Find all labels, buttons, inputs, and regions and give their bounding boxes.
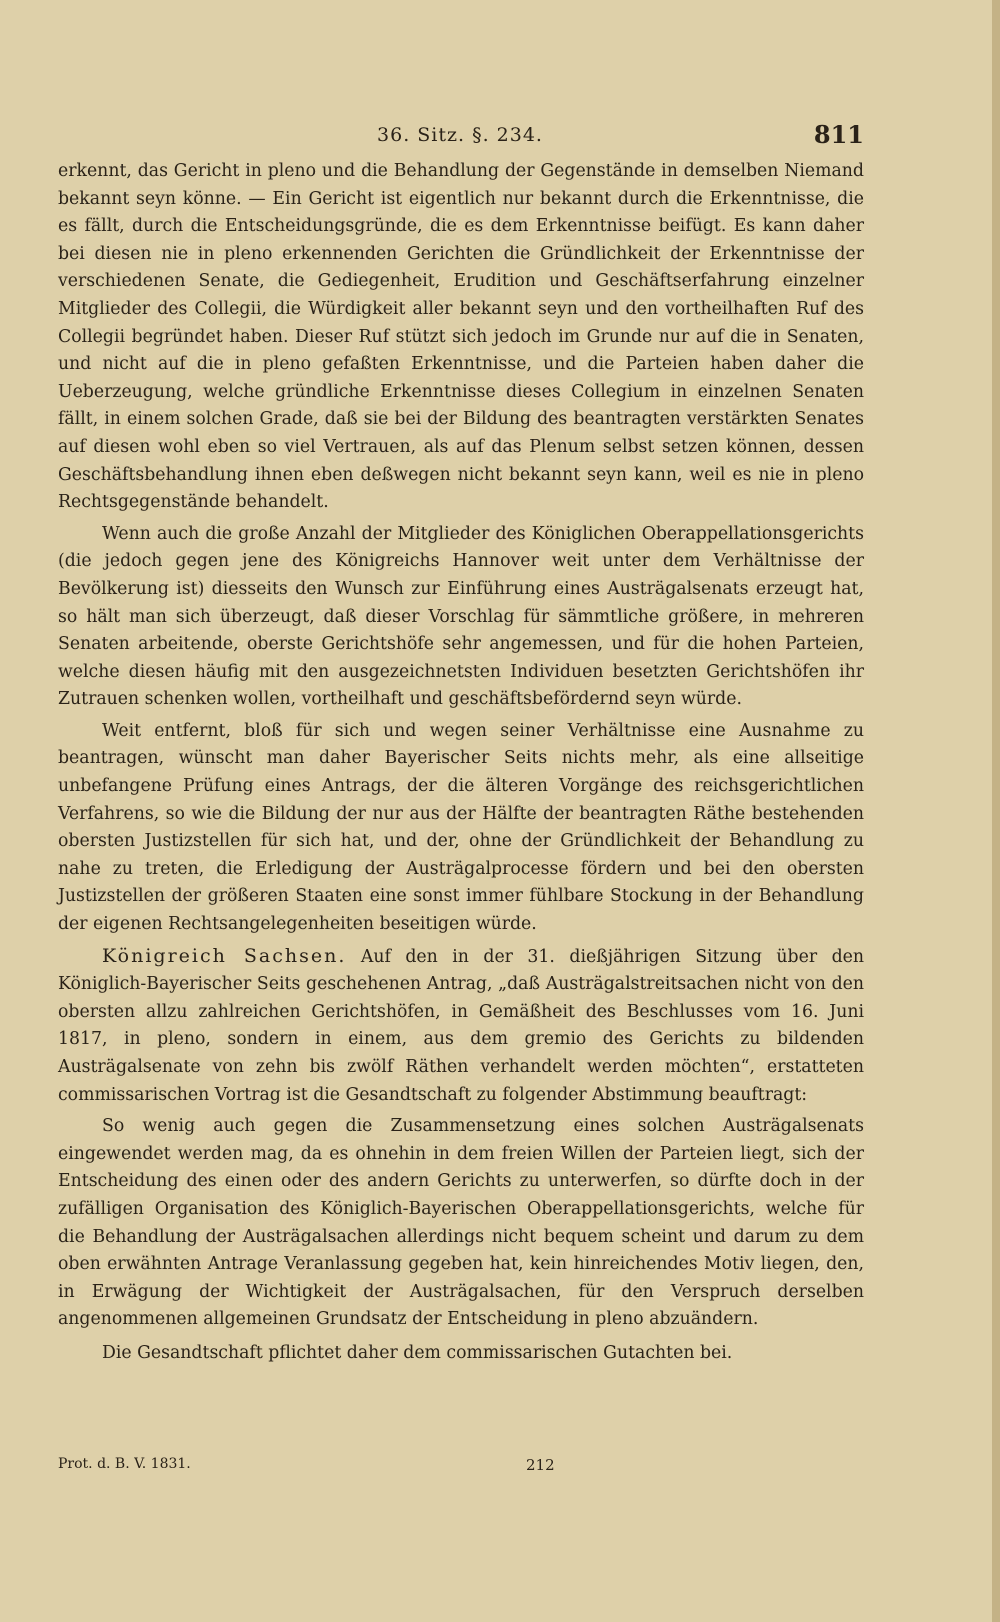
page-number: 811 (813, 120, 864, 149)
sheet-number: 212 (526, 1456, 555, 1474)
printer-signature: Prot. d. B. V. 1831. (58, 1456, 191, 1472)
paragraph-saxony-opinion: So wenig auch gegen die Zusammensetzung eines solchen Austrägalsenats eingewendet werden mag, da es ohnehin in dem freien Willen der Parteien liegt, sich der Entscheidung des einen oder des andern Gerichts zu unterwerfen, so dürfte doch in der zufälligen Organisation des Königlich-Bayerischen Oberappellationsgerichts, welche für die Behandlung der Austrägalsachen allerdings nicht bequem scheint und darum zu dem oben erwähnten Antrage Veranlassung gegeben hat, kein hinreichendes Motiv liegen, den, in Erwägung der Wichtigkeit der Austrägalsachen, für den Verspruch derselben angenommenen allgemeinen Grundsatz der Entscheidung in pleno abzuändern. (58, 1116, 864, 1330)
page-header (56, 118, 864, 154)
page-body (58, 158, 864, 1368)
paragraph-hannover-comparison: Wenn auch die große Anzahl der Mitglieder des Königlichen Oberappellationsgerichts (die jedoch gegen jene des Königreichs Hannover weit unter dem Verhältnisse der Bevölkerung ist) diesseits den Wunsch zur Einführung eines Austrägalsenats erzeugt hat, so hält man sich überzeugt, daß dieser Vorschlag für sämmtliche größere, in mehreren Senaten arbeitende, oberste Gerichtshöfe sehr angemessen, und für die hohen Parteien, welche diesen häufig mit den ausgezeichnetsten Individuen besetzten Gerichtshöfen ihr Zutrauen schenken wollen, vortheilhaft und geschäftsbefördernd seyn würde. (58, 523, 864, 710)
page-footer (58, 1456, 864, 1480)
running-head: 36. Sitz. §. 234. (377, 124, 543, 146)
page-edge (992, 0, 1000, 1622)
paragraph-bavarian-request: Weit entfernt, bloß für sich und wegen seiner Verhältnisse eine Ausnahme zu beantragen, wünscht man daher Bayerischer Seits nichts mehr, als eine allseitige unbefangene Prüfung eines Antrags, der die älteren Vorgänge des reichsgerichtlichen Verfahrens, so wie die Bildung der nur aus der Hälfte der beantragten Räthe bestehenden obersten Justizstellen für sich hat, und der, ohne der Gründlichkeit der Behandlung zu nahe zu treten, die Erledigung der Austrägalprocesse fördern und bei den obersten Justizstellen der größeren Staaten eine sonst immer fühlbare Stockung in der Behandlung der eigenen Rechtsangelegenheiten beseitigen würde. (58, 720, 864, 935)
paragraph-saxony-vote (58, 943, 864, 1110)
paragraph-continuation: erkennt, das Gericht in pleno und die Behandlung der Gegenstände in demselben Niemand bekannt seyn könne. — Ein Gericht ist eigentlich nur bekannt durch die Erkenntnisse, die es fällt, durch die Entscheidungsgründe, die es dem Erkenntnisse beifügt. Es kann daher bei diesen nie in pleno erkennenden Gerichten die Gründlichkeit der Erkenntnisse der verschiedenen Senate, die Gediegenheit, Erudition und Geschäftserfahrung einzelner Mitglieder des Collegii, die Würdigkeit aller bekannt seyn und den vortheilhaften Ruf des Collegii begründet haben. Dieser Ruf stützt sich jedoch im Grunde nur auf die in Senaten, und nicht auf die in pleno gefaßten Erkenntnisse, und die Parteien haben daher die Ueberzeugung, welche gründliche Erkenntnisse dieses Collegium in einzelnen Senaten fällt, in einem solchen Grade, daß sie bei der Bildung des beantragten verstärkten Senates auf diesen wohl eben so viel Vertrauen, als auf das Plenum selbst setzen können, dessen Geschäftsbehandlung ihnen eben deßwegen nicht bekannt seyn kann, weil es nie in pleno Rechtsgegenstände behandelt. (58, 161, 864, 513)
section-heading-saxony: Königreich Sachsen. (102, 944, 347, 967)
paragraph-saxony-text: Auf den in der 31. dießjährigen Sitzung über den Königlich-Bayerischer Seits geschehenen Antrag, „daß Austrägalstreitsachen nicht von den obersten allzu zahlreichen Gerichtshöfen, in Gemäßheit des Beschlusses vom 16. Juni 1817, in pleno, sondern in einem, aus dem gremio des Gerichts zu bildenden Austrägalsenate von zehn bis zwölf Räthen verhandelt werden möchten“, erstatteten commissarischen Vortrag ist die Gesandtschaft zu folgender Abstimmung beauftragt: (58, 946, 864, 1105)
paragraph-conclusion: Die Gesandtschaft pflichtet daher dem commissarischen Gutachten bei. (102, 1342, 733, 1363)
